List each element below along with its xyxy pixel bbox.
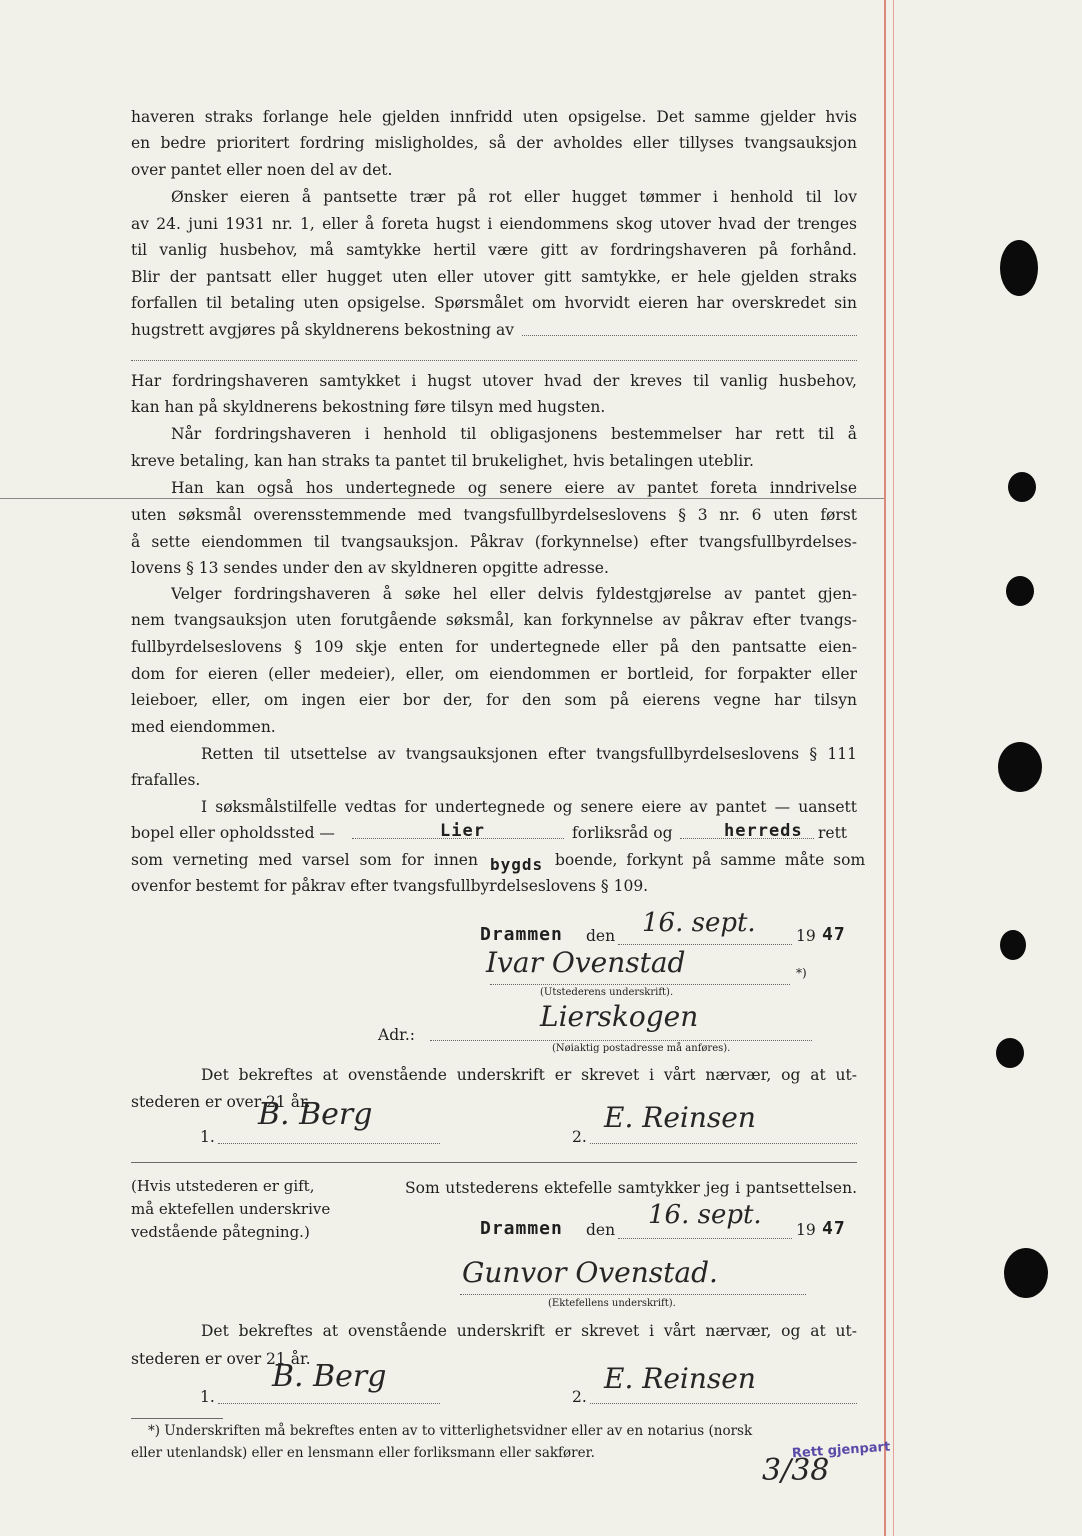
issuer-city: Drammen (480, 924, 563, 945)
body-line: I søksmålstilfelle vedtas for undertegnede og senere eiere av pantet — uansett (201, 798, 857, 816)
binder-hole (1000, 930, 1026, 960)
binder-hole (1008, 472, 1036, 502)
witness-number: 1. (200, 1128, 215, 1146)
body-line: Blir der pantsatt eller hugget uten eller utover gitt samtykke, er hele gjelden straks (131, 268, 857, 286)
spouse-city: Drammen (480, 1218, 563, 1239)
scan-fold-line (0, 498, 884, 499)
body-line: frafalles. (131, 771, 201, 789)
binder-hole (998, 742, 1042, 792)
body-line: til vanlig husbehov, må samtykke hertil være gitt av fordringshaveren på forhånd. (131, 241, 857, 259)
venue-line: som verneting med varsel som for innen (131, 851, 478, 869)
witness-number: 1. (200, 1388, 215, 1406)
body-line: dom for eieren (eller medeier), eller, om eiendommen er bortleid, for forpakter eller (131, 665, 857, 683)
witness-number: 2. (572, 1388, 587, 1406)
body-line: hugstrett avgjøres på skyldnerens bekostning av (131, 321, 515, 339)
signature-line (218, 1143, 440, 1144)
issuer-date-handwritten: 16. sept. (642, 908, 756, 938)
issuer-den: den (586, 927, 616, 945)
venue-suffix: rett (818, 824, 848, 842)
issuer-signature: Ivar Ovenstad (486, 946, 686, 979)
fill-in-line (131, 360, 857, 361)
issuer-year-prefix: 19 (796, 927, 816, 945)
body-line: kan han på skyldnerens bekostning føre tilsyn med hugsten. (131, 398, 606, 416)
body-line: over pantet eller noen del av det. (131, 161, 393, 179)
binder-hole (996, 1038, 1024, 1068)
margin-rule (884, 0, 886, 1536)
witness-signature: E. Reinsen (604, 1101, 756, 1134)
body-line: nem tvangsauksjon uten forutgående søksmål, kan forkynnelse av påkrav efter tvangs- (131, 611, 857, 629)
body-line: Han kan også hos undertegnede og senere eiere av pantet foreta inndrivelse (171, 479, 857, 497)
body-line: av 24. juni 1931 nr. 1, eller å foreta hugst i eiendommens skog utover hvad der trenges (131, 215, 857, 233)
witness-text: stederen er over 21 år. (131, 1350, 311, 1368)
body-line: leieboer, eller, om ingen eier bor der, for den som på eierens vegne har tilsyn (131, 691, 857, 709)
binder-hole (1006, 576, 1034, 606)
spouse-note: må ektefellen underskrive (131, 1200, 331, 1218)
spouse-year-prefix: 19 (796, 1221, 816, 1239)
footnote-line: eller utenlandsk) eller en lensmann eller forliksmann eller sakfører. (131, 1445, 595, 1461)
body-line: Velger fordringshaveren å søke hel eller delvis fyldestgjørelse av pantet gjen- (171, 585, 857, 603)
signature-line (490, 984, 790, 985)
binder-hole (1004, 1248, 1048, 1298)
body-line: med eiendommen. (131, 718, 276, 736)
venue-line: boende, forkynt på samme måte som (555, 851, 866, 869)
body-line: en bedre prioritert fordring misligholdes, så der avholdes eller tillyses tvangsauksjon (131, 134, 857, 152)
body-line: Har fordringshaveren samtykket i hugst utover hvad der kreves til vanlig husbehov, (131, 372, 857, 390)
body-line: uten søksmål overensstemmende med tvangsfullbyrdelseslovens § 3 nr. 6 uten først (131, 506, 857, 524)
binder-hole (1000, 240, 1038, 296)
footnote-line: *) Underskriften må bekreftes enten av to vitterlighetsvidner eller av en notarius (norsk (148, 1423, 753, 1439)
fill-in-line (618, 944, 792, 945)
venue-court: herreds (724, 821, 803, 841)
body-line: Når fordringshaveren i henhold til obligasjonens bestemmelser har rett til å (171, 425, 857, 443)
signature-line (218, 1403, 440, 1404)
venue-line: ovenfor bestemt for påkrav efter tvangsfullbyrdelseslovens § 109. (131, 877, 649, 895)
address-label: Adr.: (378, 1026, 415, 1044)
body-line: lovens § 13 sendes under den av skyldneren opgitte adresse. (131, 559, 609, 577)
copy-stamp: Rett gjenpart (791, 1439, 891, 1462)
body-line: kreve betaling, kan han straks ta pantet til brukelighet, hvis betalingen uteblir. (131, 452, 754, 470)
body-line: å sette eiendommen til tvangsauksjon. Påkrav (forkynnelse) efter tvangsfullbyrdelses- (131, 533, 857, 551)
venue-bygds: bygds (490, 855, 544, 874)
page-mark-handwritten: 3/38 (762, 1453, 830, 1488)
venue-mid: forliksråd og (572, 824, 673, 842)
witness-signature: B. Berg (272, 1359, 387, 1394)
body-line: forfallen til betaling uten opsigelse. Spørsmålet om hvorvidt eieren har overskredet sin (131, 294, 857, 312)
body-line: Ønsker eieren å pantsette trær på rot eller hugget tømmer i henhold til lov (171, 188, 857, 206)
spouse-note: vedstående påtegning.) (131, 1223, 310, 1241)
fill-in-line (618, 1238, 792, 1239)
address-line (430, 1040, 812, 1041)
witness-signature: E. Reinsen (604, 1362, 756, 1395)
spouse-consent: Som utstederens ektefelle samtykker jeg i pantsettelsen. (405, 1179, 857, 1197)
fill-in-line (522, 335, 857, 336)
witness-text: stederen er over 21 år. (131, 1093, 311, 1111)
venue-place: Lier (440, 821, 485, 841)
spouse-den: den (586, 1221, 616, 1239)
witness-text: Det bekreftes at ovenstående underskrift er skrevet i vårt nærvær, og at ut- (201, 1322, 857, 1340)
signature-line (590, 1143, 857, 1144)
issuer-signature-caption: (Utstederens underskrift). (540, 987, 674, 998)
footnote-rule (131, 1418, 223, 1419)
address-handwritten: Lierskogen (540, 1000, 699, 1033)
issuer-footnote-star: *) (796, 966, 807, 980)
signature-line (460, 1294, 806, 1295)
body-line: fullbyrdelseslovens § 109 skje enten for undertegnede eller på den pantsatte eien- (131, 638, 857, 656)
venue-prefix: bopel eller opholdssted — (131, 824, 335, 842)
issuer-year: 47 (822, 924, 846, 945)
spouse-signature: Gunvor Ovenstad. (462, 1256, 718, 1289)
spouse-year: 47 (822, 1218, 846, 1239)
spouse-date-handwritten: 16. sept. (648, 1200, 762, 1230)
section-divider (131, 1162, 857, 1163)
witness-number: 2. (572, 1128, 587, 1146)
spouse-note: (Hvis utstederen er gift, (131, 1177, 315, 1195)
body-line: Retten til utsettelse av tvangsauksjonen efter tvangsfullbyrdelseslovens § 111 (201, 745, 857, 763)
margin-rule-inner (893, 0, 894, 1536)
spouse-signature-caption: (Ektefellens underskrift). (548, 1298, 676, 1309)
witness-signature: B. Berg (258, 1097, 373, 1132)
witness-text: Det bekreftes at ovenstående underskrift er skrevet i vårt nærvær, og at ut- (201, 1066, 857, 1084)
signature-line (590, 1403, 857, 1404)
address-caption: (Nøiaktig postadresse må anføres). (552, 1043, 731, 1054)
body-line: haveren straks forlange hele gjelden innfridd uten opsigelse. Det samme gjelder hvis (131, 108, 857, 126)
